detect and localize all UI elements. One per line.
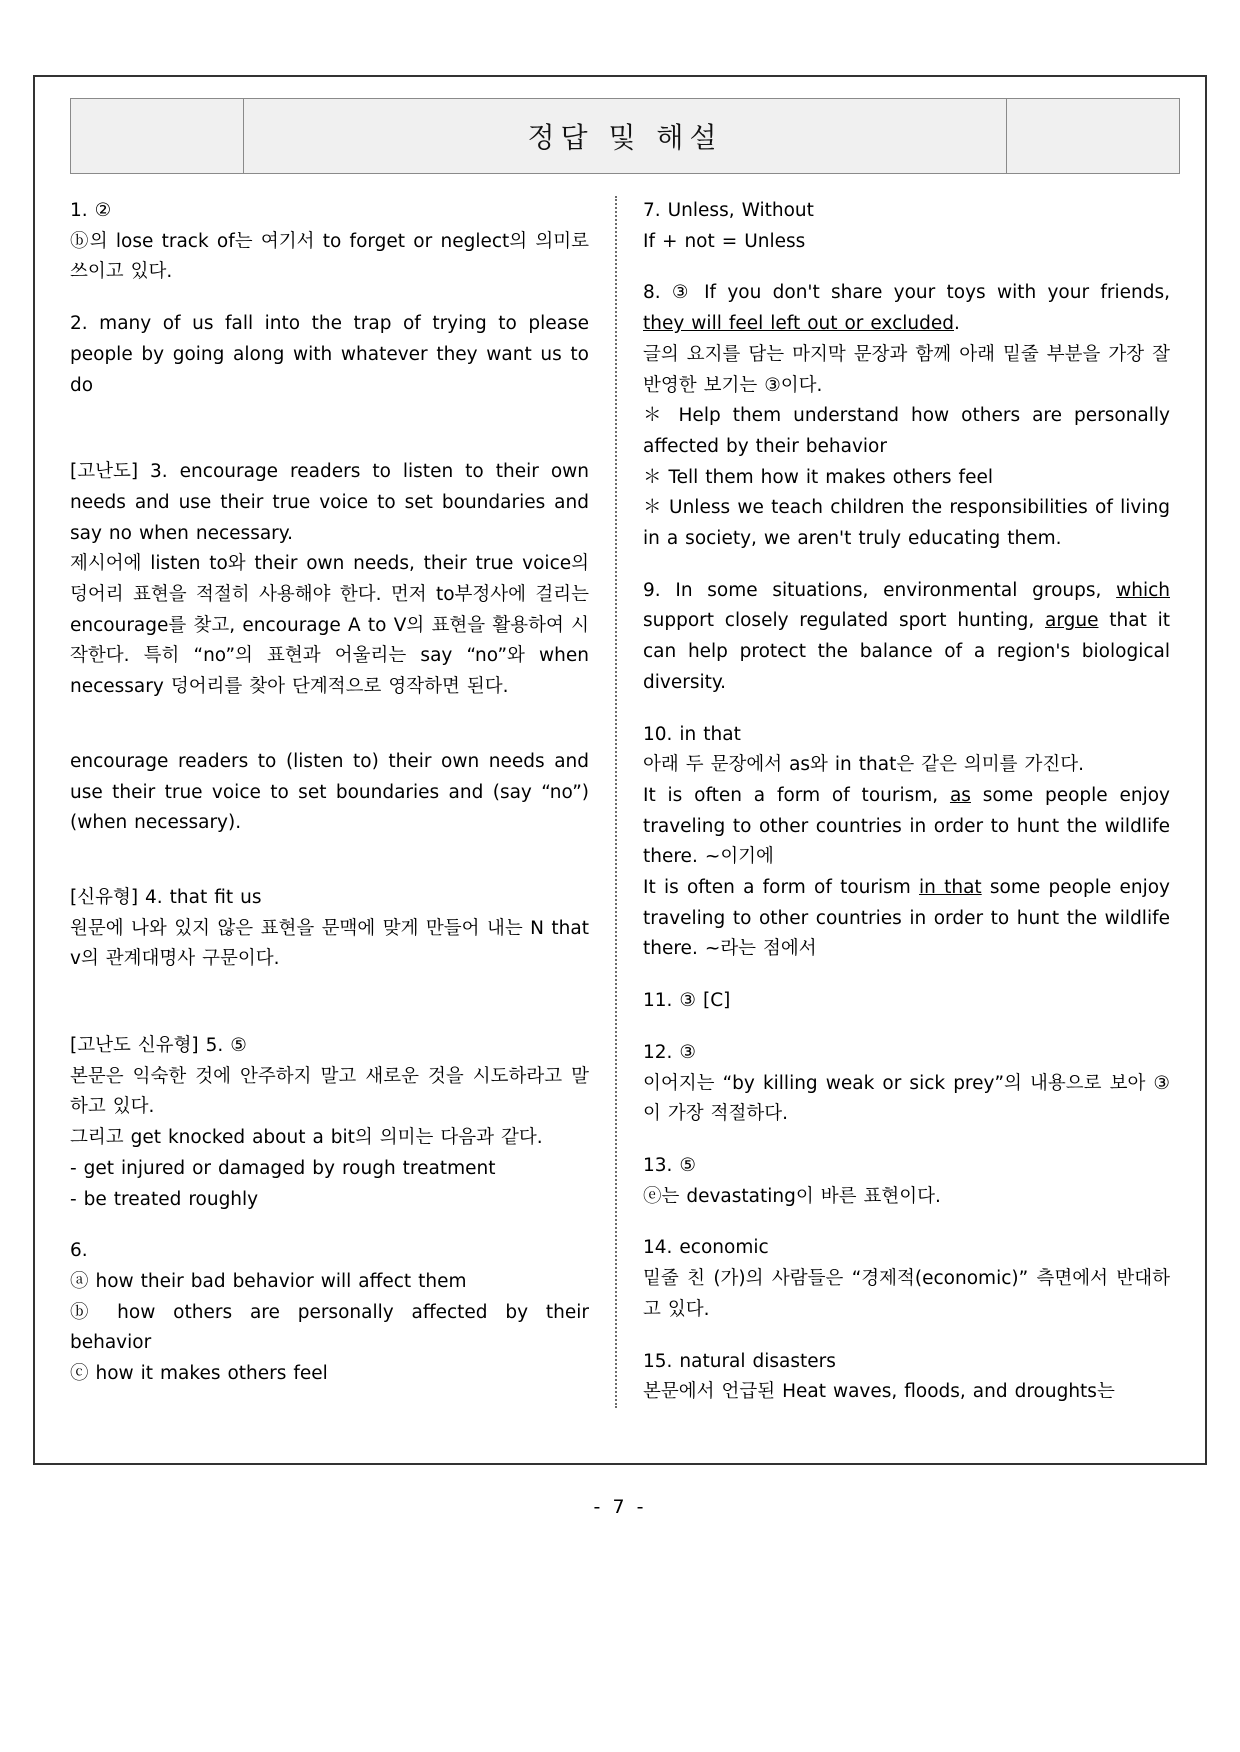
- answer-line: 7. Unless, Without: [643, 200, 814, 221]
- answer-line: ⓔ는 devastating이 바른 표현이다.: [643, 1185, 941, 1207]
- header-title-cell: [244, 99, 1007, 174]
- answer-line: If + not = Unless: [643, 230, 806, 252]
- answer-line: 글의 요지를 담는 마지막 문장과 함께 아래 밑줄 부분을 가장 잘 반영한 보기는 ③이다.: [643, 343, 1170, 396]
- answer-line: 본문은 익숙한 것에 안주하지 말고 새로운 것을 시도하라고 말하고 있다.: [70, 1065, 589, 1118]
- right-column: [617, 196, 1170, 1408]
- answer-line: 8. ③ If you don't share your toys with your friends, they will feel left out or excluded.: [643, 282, 1170, 335]
- answer-line: ⓑ의 lose track of는 여기서 to forget or neglect의 의미로 쓰이고 있다.: [70, 230, 589, 283]
- answer-line: ⓒ how it makes others feel: [70, 1363, 328, 1385]
- answer-line: - be treated roughly: [70, 1188, 259, 1210]
- answer-line: ⓐ how their bad behavior will affect them: [70, 1270, 467, 1292]
- answer-line: 12. ③: [643, 1041, 696, 1063]
- answer-line: encourage readers to (listen to) their own needs and use their true voice to set boundaries and (say “no”) (when necessary).: [70, 750, 589, 834]
- answer-line: ＊ Tell them how it makes others feel: [643, 466, 993, 488]
- answer-line: 이어지는 “by killing weak or sick prey”의 내용으로 보아 ③이 가장 적절하다.: [643, 1072, 1170, 1125]
- left-column: [70, 196, 615, 1408]
- answer-line: ＊ Unless we teach children the responsibilities of living in a society, we aren't truly educating them.: [643, 497, 1170, 550]
- two-column-body: [70, 196, 1170, 1408]
- page-title: 정답 및 해설: [527, 121, 723, 154]
- header-table: [70, 98, 1180, 174]
- answer-line: [고난도 신유형] 5. ⑤: [70, 1035, 247, 1057]
- answer-line: 9. In some situations, environmental groups, which support closely regulated sport hunting, argue that it can help protect the balance of a region's biological diversity.: [643, 579, 1170, 693]
- answer-line: ⓑ how others are personally affected by their behavior: [70, 1301, 589, 1354]
- answer-line: 1. ②: [70, 200, 112, 221]
- header-left-cell: [71, 99, 244, 174]
- answer-line: It is often a form of tourism in that some people enjoy traveling to other countries in order to hunt the wildlife there. ~라는 점에서: [643, 877, 1170, 960]
- answer-line: 15. natural disasters: [643, 1350, 836, 1372]
- answer-line: 10. in that: [643, 723, 741, 745]
- answer-line: - get injured or damaged by rough treatment: [70, 1157, 496, 1179]
- answer-line: It is often a form of tourism, as some people enjoy traveling to other countries in order to hunt the wildlife there. ~이기에: [643, 784, 1170, 868]
- answer-line: 6.: [70, 1240, 88, 1262]
- answer-line: 14. economic: [643, 1237, 769, 1259]
- page-number: - 7 -: [593, 1496, 647, 1518]
- answer-line: 13. ⑤: [643, 1154, 696, 1176]
- header-right-cell: [1007, 99, 1180, 174]
- answer-line: 2. many of us fall into the trap of trying to please people by going along with whatever they want us to do: [70, 313, 589, 396]
- answer-line: 11. ③ [C]: [643, 990, 731, 1012]
- answer-line: 아래 두 문장에서 as와 in that은 같은 의미를 가진다.: [643, 754, 1085, 776]
- answer-line: 그리고 get knocked about a bit의 의미는 다음과 같다.: [70, 1127, 543, 1149]
- answer-line: [고난도] 3. encourage readers to listen to their own needs and use their true voice to set boundaries and say no when necessary.: [70, 461, 589, 544]
- answer-line: 제시어에 listen to와 their own needs, their true voice의 덩어리 표현을 적절히 사용해야 한다. 먼저 to부정사에 걸리는 encourage를 찾고, encourage A to V의 표현을 활용하여 시작한다. 특히 “no”의 표현과 어울리는 say “no”와 when necessary 덩어리를 찾아 단계적으로 영작하면 된다.: [70, 553, 589, 698]
- answer-line: 본문에서 언급된 Heat waves, floods, and droughts는: [643, 1381, 1115, 1403]
- answer-line: ＊ Help them understand how others are personally affected by their behavior: [643, 405, 1170, 457]
- page-content: [70, 60, 1170, 1408]
- answer-line: [신유형] 4. that fit us: [70, 886, 262, 908]
- header-row: [71, 99, 1180, 174]
- answer-line: 밑줄 친 (가)의 사람들은 “경제적(economic)” 측면에서 반대하고 있다.: [643, 1268, 1170, 1320]
- answer-line: 원문에 나와 있지 않은 표현을 문맥에 맞게 만들어 내는 N that v의 관계대명사 구문이다.: [70, 917, 589, 970]
